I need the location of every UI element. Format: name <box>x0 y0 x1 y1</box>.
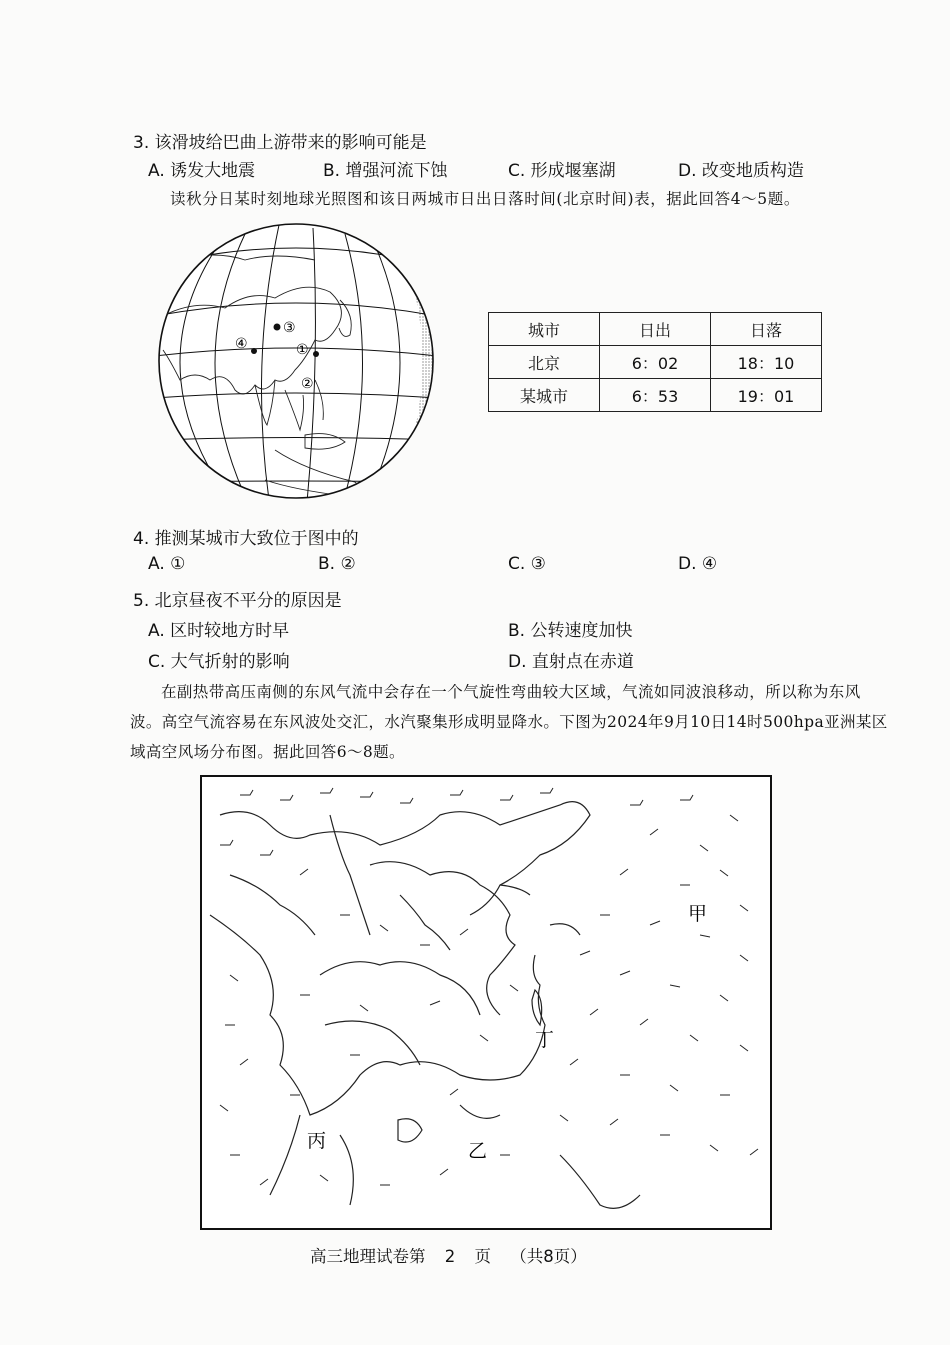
table-row <box>489 379 822 412</box>
map-label-yi: 乙 <box>468 1140 488 1162</box>
q5-option-d: D. 直射点在赤道 <box>508 652 634 672</box>
q4-stem: 4. 推测某城市大致位于图中的 <box>133 529 359 549</box>
q3-option-d: D. 改变地质构造 <box>678 161 804 181</box>
footer-page-unit: 页 <box>474 1247 491 1266</box>
table-cell: 6：53 <box>600 379 711 412</box>
q3-option-b: B. 增强河流下蚀 <box>323 161 448 181</box>
q4-option-b: B. ② <box>318 554 356 574</box>
wind-field-map <box>200 775 772 1230</box>
sunrise-sunset-table <box>488 312 822 412</box>
marker-3-label: ③ <box>283 320 296 336</box>
q5-option-a: A. 区时较地方时早 <box>148 621 290 641</box>
intro-4-5: 读秋分日某时刻地球光照图和该日两城市日出日落时间(北京时间)表，据此回答4～5题。 <box>170 190 800 208</box>
table-header-city: 城市 <box>489 313 600 346</box>
intro-6-8: 在副热带高压南侧的东风气流中会存在一个气旋性弯曲较大区域，气流如同波浪移动，所以称为东风波。高空气流容易在东风波处交汇，水汽聚集形成明显降水。下图为2024年9月10日14时500hpa亚洲某区域高空风场分布图。据此回答6～8题。 <box>130 683 888 761</box>
q5-option-c: C. 大气折射的影响 <box>148 652 290 672</box>
marker-3-dot <box>274 324 281 331</box>
footer-page-number: 2 <box>444 1247 456 1266</box>
table-header-sunset: 日落 <box>711 313 822 346</box>
footer-text: 高三地理试卷第 <box>310 1247 426 1266</box>
marker-4-dot <box>251 348 257 354</box>
table-cell: 6：02 <box>600 346 711 379</box>
q3-stem: 3. 该滑坡给巴曲上游带来的影响可能是 <box>133 133 427 153</box>
marker-4-label: ④ <box>235 336 248 352</box>
globe-illumination-figure <box>155 220 445 502</box>
table-cell: 某城市 <box>489 379 600 412</box>
map-label-bing: 丙 <box>307 1130 327 1152</box>
q3-option-a: A. 诱发大地震 <box>148 161 256 181</box>
table-cell: 19：01 <box>711 379 822 412</box>
footer-total: （共8页） <box>510 1247 587 1266</box>
q5-option-b: B. 公转速度加快 <box>508 621 633 641</box>
table-cell: 18：10 <box>711 346 822 379</box>
map-label-ding: 丁 <box>535 1029 555 1051</box>
q3-option-c: C. 形成堰塞湖 <box>508 161 616 181</box>
table-row <box>489 346 822 379</box>
page-footer <box>310 1243 587 1267</box>
q4-option-d: D. ④ <box>678 554 718 574</box>
map-label-jia: 甲 <box>688 903 708 925</box>
marker-2-label: ② <box>301 376 314 392</box>
q4-option-a: A. ① <box>148 554 186 574</box>
q4-option-c: C. ③ <box>508 554 546 574</box>
table-cell: 北京 <box>489 346 600 379</box>
table-header-row <box>489 313 822 346</box>
marker-1-label: ① <box>296 342 309 358</box>
q5-stem: 5. 北京昼夜不平分的原因是 <box>133 591 342 611</box>
marker-1-dot <box>313 351 319 357</box>
table-header-sunrise: 日出 <box>600 313 711 346</box>
